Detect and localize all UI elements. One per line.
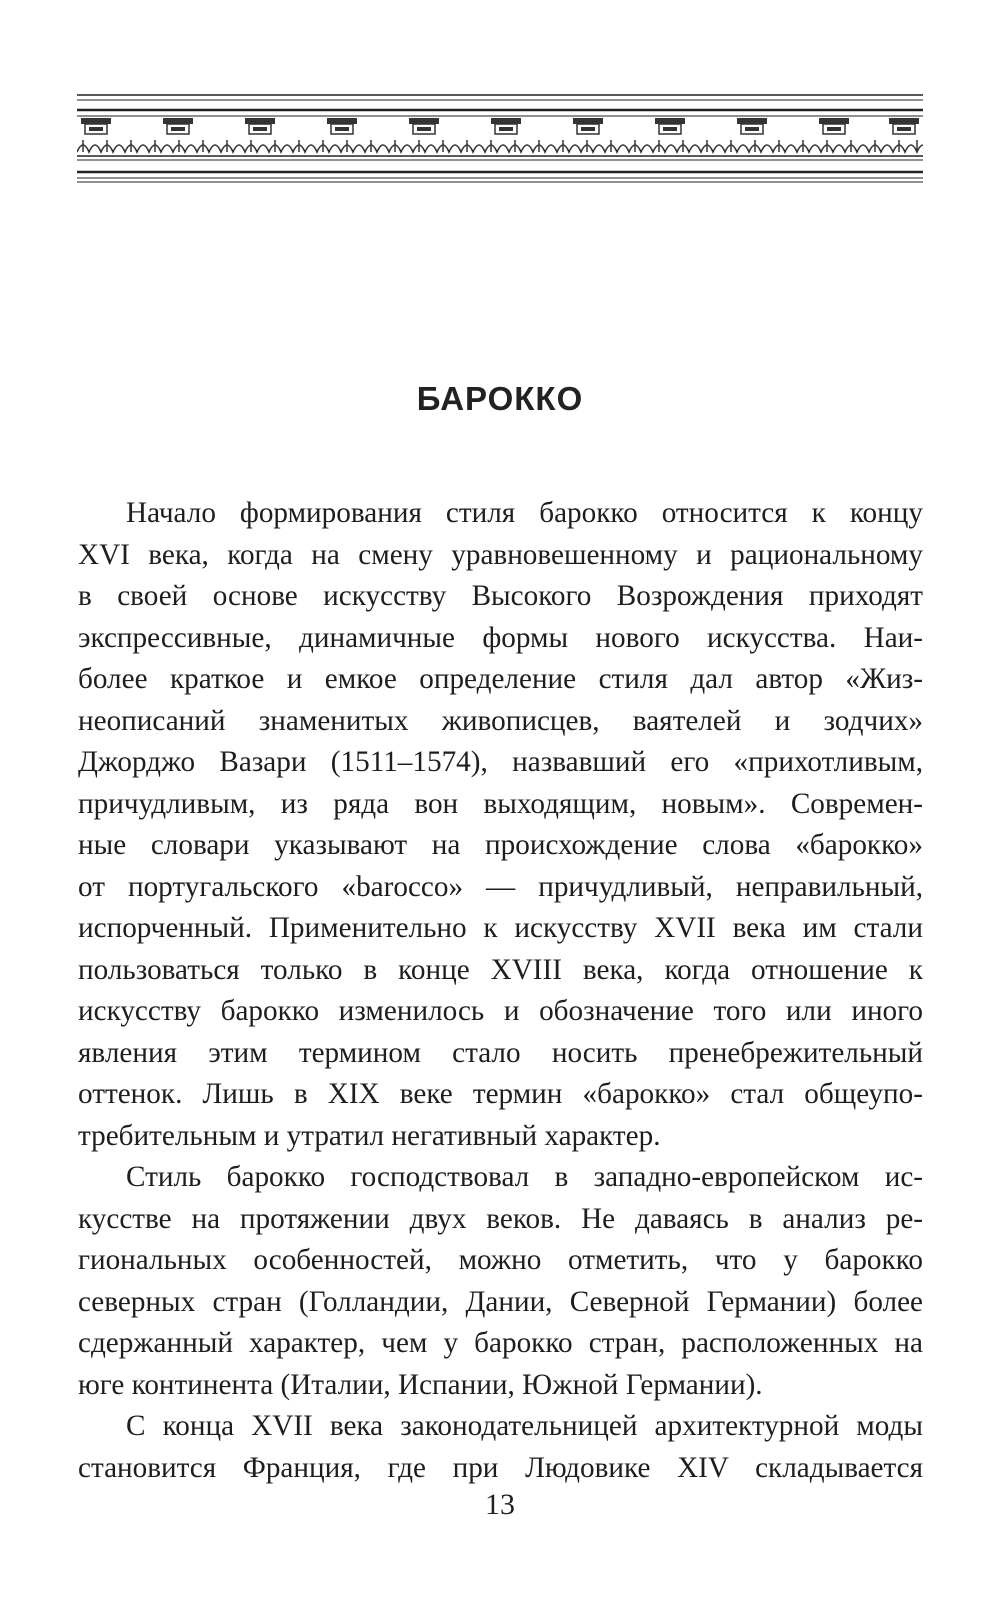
text-line: причудливым, из ряда вон выходящим, новым». Современ- [78, 787, 923, 820]
text-line: Стиль барокко господствовал в западно-европейском ис- [126, 1161, 923, 1193]
text-line: в своей основе искусству Высокого Возрождения приходят [78, 580, 923, 612]
text-line: XVI века, когда на смену уравновешенному и рациональному [78, 538, 923, 571]
text-line: явления этим термином стало носить пренебрежительный [78, 1036, 923, 1069]
text-line: северных стран (Голландии, Дании, Северной Германии) более [78, 1285, 923, 1318]
text-line: экспрессивные, динамичные формы нового искусства. Наи- [78, 621, 923, 654]
decorative-header-frieze [77, 92, 923, 192]
body-text [78, 493, 923, 1489]
text-line: Начало формирования стиля барокко относится к концу [126, 497, 923, 529]
text-line: Джорджо Вазари (1511–1574), назвавший его «прихотливым, [78, 746, 923, 778]
text-line: пользоваться только в конце XVIII века, когда отношение к [78, 953, 923, 986]
chapter-title: БАРОККО [416, 380, 584, 417]
text-line: кусстве на протяжении двух веков. Не даваясь в анализ ре- [78, 1202, 923, 1235]
text-line: оттенок. Лишь в XIX веке термин «барокко» стал общеупо- [78, 1078, 923, 1110]
text-line: испорченный. Применительно к искусству XVII века им стали [78, 912, 923, 944]
text-line: более краткое и емкое определение стиля дал автор «Жиз- [78, 663, 923, 695]
text-line: С конца XVII века законодательницей архитектурной моды [126, 1410, 923, 1442]
text-line: ные словари указывают на происхождение слова «барокко» [78, 829, 923, 861]
text-line: становится Франция, где при Людовике XIV складывается [78, 1451, 923, 1484]
page-number: 13 [485, 1488, 515, 1521]
text-line: неописаний знаменитых живописцев, ваятелей и зодчих» [78, 704, 923, 737]
text-line: гиональных особенностей, можно отметить, что у барокко [78, 1244, 923, 1276]
text-line: сдержанный характер, чем у барокко стран, расположенных на [78, 1327, 923, 1359]
text-line: требительным и утратил негативный характер. [78, 1119, 661, 1152]
text-line: от португальского «barocco» — причудливый, неправильный, [78, 870, 923, 903]
text-line: юге континента (Италии, Испании, Южной Германии). [78, 1368, 763, 1401]
text-line: искусству барокко изменилось и обозначение того или иного [78, 995, 923, 1027]
